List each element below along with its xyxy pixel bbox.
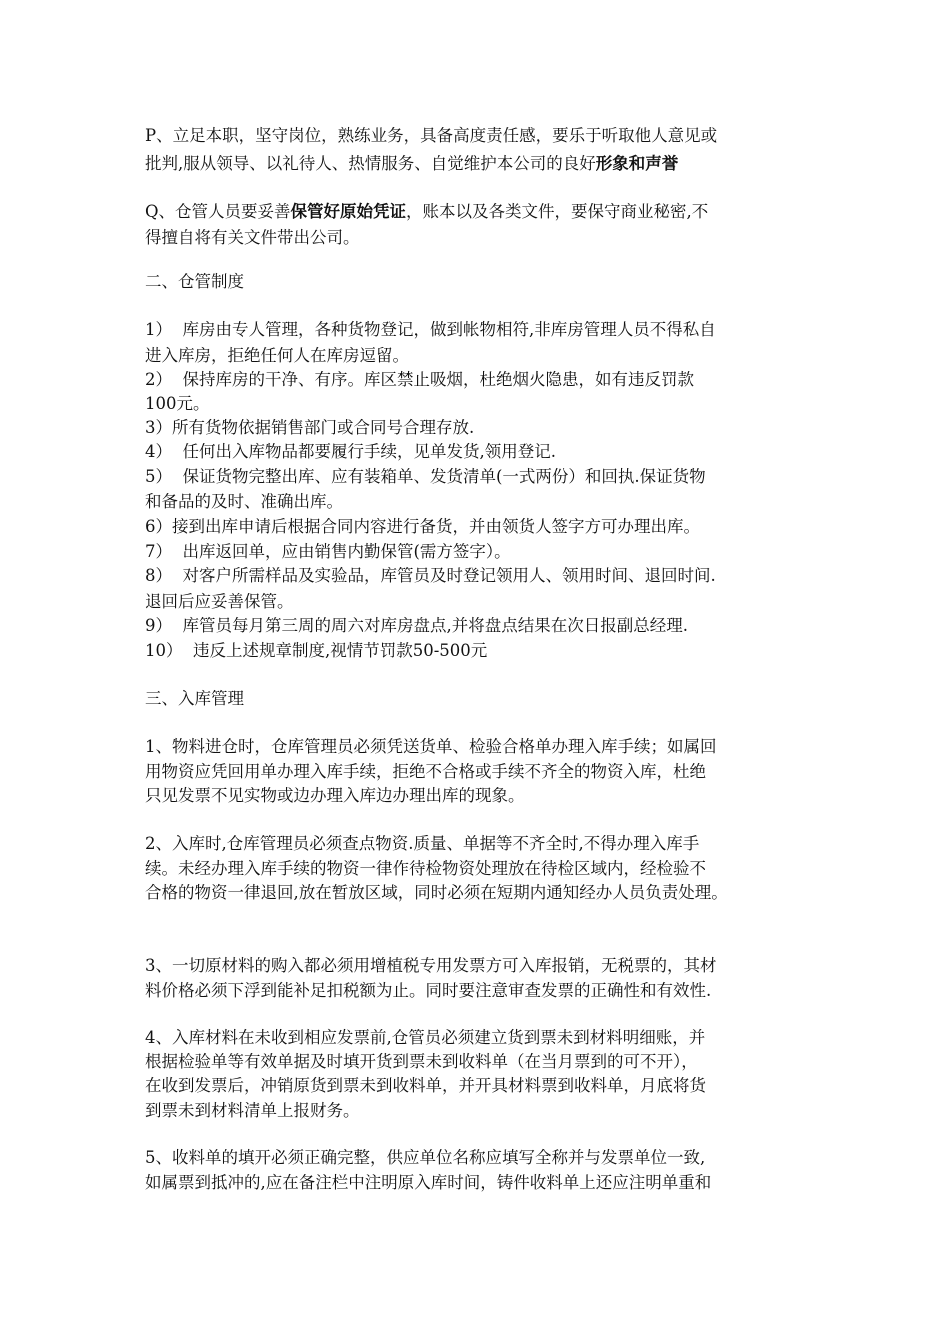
section-3-para-1-line: 只见发票不见实物或边办理入库边办理出库的现象。 <box>145 786 525 805</box>
section-2-line: 进入库房，拒绝任何人在库房逗留。 <box>145 346 409 365</box>
paragraph-q-line-2: 得擅自将有关文件带出公司。 <box>145 228 360 247</box>
section-3-para-2-line: 合格的物资一律退回,放在暂放区域，同时必须在短期内通知经办人员负责处理。 <box>145 883 728 902</box>
section-3-para-3-line: 3、一切原材料的购入都必须用增植税专用发票方可入库报销，无税票的，其材 <box>145 956 717 975</box>
section-3-para-4-line: 到票未到材料清单上报财务。 <box>145 1101 360 1120</box>
section-3-para-5-line: 5、收料单的填开必须正确完整，供应单位名称应填写全称并与发票单位一致, <box>145 1148 706 1167</box>
paragraph-q-bold: 保管好原始凭证 <box>290 202 407 221</box>
section-2-line: 9） 库管员每月第三周的周六对库房盘点,并将盘点结果在次日报副总经理. <box>145 616 688 635</box>
section-3-para-5-line: 如属票到抵冲的,应在备注栏中注明原入库时间，铸件收料单上还应注明单重和 <box>145 1173 712 1192</box>
section-3-para-4-line: 根据检验单等有效单据及时填开货到票未到收料单（在当月票到的可不开）， <box>145 1052 698 1071</box>
section-2-line: 退回后应妥善保管。 <box>145 592 294 611</box>
section-2-line: 和备品的及时、准确出库。 <box>145 492 343 511</box>
section-2-line: 3）所有货物依据销售部门或合同号合理存放. <box>145 418 475 437</box>
section-2-line: 1） 库房由专人管理，各种货物登记，做到帐物相符,非库房管理人员不得私自 <box>145 320 716 339</box>
section-2-line: 10） 违反上述规章制度,视情节罚款50-500元 <box>145 641 488 660</box>
paragraph-q-line-1-b: ，账本以及各类文件，要保守商业秘密,不 <box>406 202 709 221</box>
section-2-line: 100元。 <box>145 394 210 413</box>
section-2-line: 8） 对客户所需样品及实验品，库管员及时登记领用人、领用时间、退回时间. <box>145 566 716 585</box>
section-3-para-4-line: 4、入库材料在未收到相应发票前,仓管员必须建立货到票未到材料明细账，并 <box>145 1028 706 1047</box>
section-2-line: 2） 保持库房的干净、有序。库区禁止吸烟，杜绝烟火隐患，如有违反罚款 <box>145 370 694 389</box>
section-3-para-4-line: 在收到发票后，冲销原货到票未到收料单，并开具材料票到收料单，月底将货 <box>145 1076 706 1095</box>
paragraph-p-line-2 <box>145 152 678 176</box>
paragraph-q-line-1-a: Q、仓管人员要妥善 <box>145 202 291 221</box>
section-2-line: 6）接到出库申请后根据合同内容进行备货，并由领货人签字方可办理出库。 <box>145 517 700 536</box>
section-3-para-2-line: 续。未经办理入库手续的物资一律作待检物资处理放在待检区域内，经检验不 <box>145 859 706 878</box>
paragraph-p-line-1: P、立足本职，坚守岗位，熟练业务，具备高度责任感，要乐于听取他人意见或 <box>145 126 718 145</box>
section-2-line: 5） 保证货物完整出库、应有装箱单、发货清单(一式两份）和回执.保证货物 <box>145 467 706 486</box>
section-3-para-1-line: 1、物料进仓时，仓库管理员必须凭送货单、检验合格单办理入库手续；如属回 <box>145 737 717 756</box>
section-2-line: 7） 出库返回单，应由销售内勤保管(需方签字）。 <box>145 542 511 561</box>
section-2-heading: 二、仓管制度 <box>145 272 244 291</box>
section-3-para-3-line: 料价格必须下浮到能补足扣税额为止。同时要注意审查发票的正确性和有效性. <box>145 981 712 1000</box>
section-3-heading: 三、入库管理 <box>145 689 244 708</box>
paragraph-p-line-2-text: 批判,服从领导、以礼待人、热情服务、自觉维护本公司的良好 <box>145 154 596 173</box>
section-3-para-2-line: 2、入库时,仓库管理员必须查点物资.质量、单据等不齐全时,不得办理入库手 <box>145 834 700 853</box>
section-3-para-1-line: 用物资应凭回用单办理入库手续，拒绝不合格或手续不齐全的物资入库，杜绝 <box>145 762 706 781</box>
section-2-line: 4） 任何出入库物品都要履行手续，见单发货,领用登记. <box>145 442 556 461</box>
paragraph-q-line-1 <box>145 200 708 224</box>
paragraph-p-bold: 形象和声誉 <box>595 154 679 173</box>
